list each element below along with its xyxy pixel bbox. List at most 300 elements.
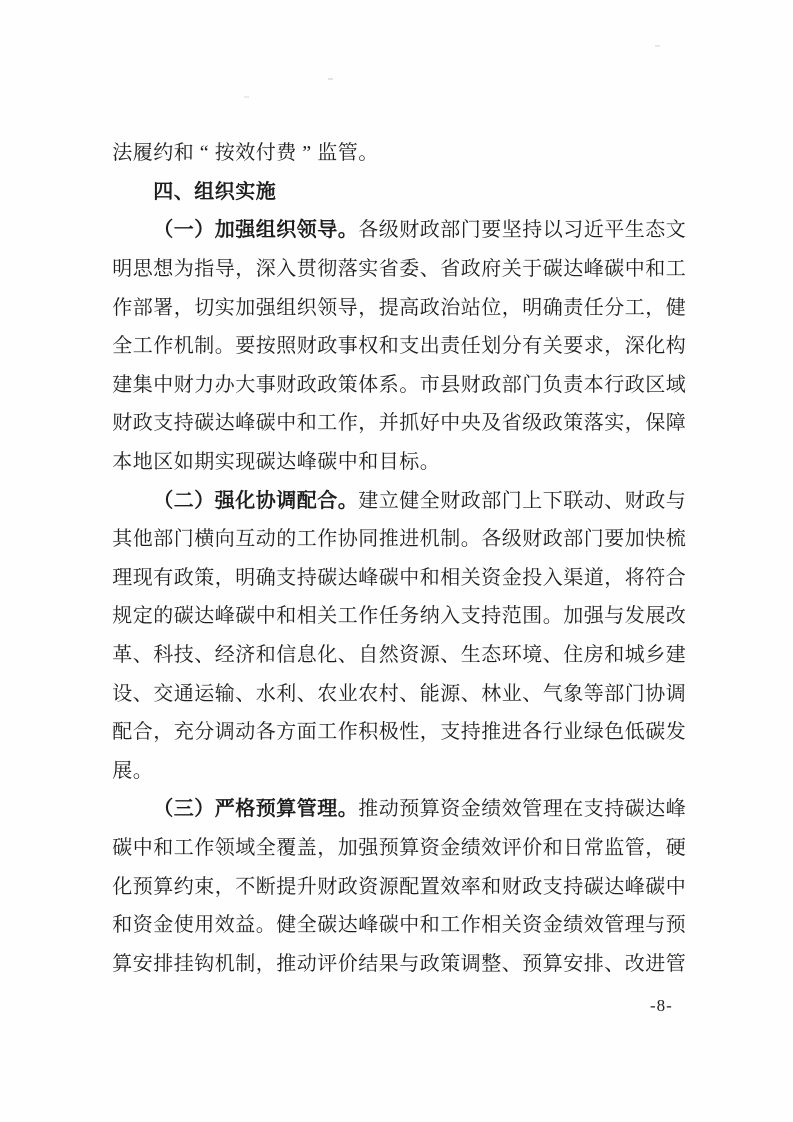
- text-char: 改: [624, 952, 645, 975]
- text-char: 。: [460, 528, 481, 551]
- text-char: 碳: [112, 836, 133, 859]
- text-char: 向: [214, 528, 235, 551]
- text-char: 系: [378, 373, 399, 396]
- text-char: 任: [583, 296, 604, 319]
- text-char: 持: [173, 412, 194, 435]
- text-char: 果: [378, 952, 399, 975]
- text-char: 预: [522, 952, 543, 975]
- text-char: 深: [624, 335, 645, 358]
- text-char: 分: [604, 296, 625, 319]
- text-char: （: [153, 798, 174, 821]
- text-char: “: [199, 142, 209, 165]
- text-line: [112, 211, 686, 250]
- text-char: 支: [276, 566, 297, 589]
- text-char: 领: [317, 296, 338, 319]
- text-char: 理: [624, 914, 645, 937]
- text-char: 级: [378, 219, 399, 242]
- text-char: 关: [317, 605, 338, 628]
- text-char: 中: [337, 451, 358, 474]
- text-char: 和: [255, 644, 276, 667]
- text-char: 相: [440, 566, 461, 589]
- text-char: 实: [235, 180, 256, 203]
- text-char: 化: [645, 335, 666, 358]
- text-char: 配: [296, 489, 317, 512]
- text-char: 达: [337, 566, 358, 589]
- text-char: ”: [302, 142, 312, 165]
- text-char: 本: [112, 451, 133, 474]
- text-char: 乡: [645, 644, 666, 667]
- text-char: 级: [522, 412, 543, 435]
- text-char: 算: [153, 875, 174, 898]
- text-char: ，: [214, 875, 235, 898]
- text-char: 实: [604, 412, 625, 435]
- text-char: 技: [173, 644, 194, 667]
- text-char: 贯: [296, 258, 317, 281]
- text-char: 自: [358, 644, 379, 667]
- text-char: 协: [255, 489, 276, 512]
- text-char: 预: [399, 798, 420, 821]
- text-char: 发: [624, 605, 645, 628]
- text-char: 彻: [317, 258, 338, 281]
- text-char: 织: [276, 219, 297, 242]
- text-char: 的: [276, 528, 297, 551]
- text-char: 实: [214, 451, 235, 474]
- text-char: 改: [665, 605, 686, 628]
- text-char: 面: [296, 721, 317, 744]
- text-char: 政: [419, 952, 440, 975]
- text-line: [112, 134, 686, 173]
- text-char: 任: [378, 605, 399, 628]
- text-char: 息: [296, 644, 317, 667]
- text-char: 指: [194, 258, 215, 281]
- text-char: 政: [173, 566, 194, 589]
- text-char: 障: [665, 412, 686, 435]
- text-char: 习: [563, 219, 584, 242]
- text-char: 机: [419, 528, 440, 551]
- text-char: 协: [645, 682, 666, 705]
- text-char: ，: [173, 296, 194, 319]
- text-char: 上: [522, 489, 543, 512]
- text-char: 政: [460, 258, 481, 281]
- text-char: 进: [501, 721, 522, 744]
- text-char: 事: [337, 335, 358, 358]
- text-char: 达: [337, 914, 358, 937]
- text-char: 进: [645, 952, 666, 975]
- text-char: 持: [460, 721, 481, 744]
- text-char: 财: [173, 373, 194, 396]
- text-char: 力: [194, 373, 215, 396]
- text-char: ，: [419, 721, 440, 744]
- text-char: 运: [194, 682, 215, 705]
- text-line: [112, 443, 686, 482]
- text-char: 态: [645, 219, 666, 242]
- text-char: 政: [645, 489, 666, 512]
- text-char: 梳: [665, 528, 686, 551]
- text-char: 合: [665, 566, 686, 589]
- text-char: 碳: [235, 605, 256, 628]
- text-char: 站: [460, 296, 481, 319]
- text-char: 健: [276, 914, 297, 937]
- text-char: 域: [235, 836, 256, 859]
- text-char: ，: [604, 566, 625, 589]
- text-char: 策: [440, 952, 461, 975]
- text-char: 推: [481, 721, 502, 744]
- text-char: 支: [399, 335, 420, 358]
- text-char: 达: [604, 875, 625, 898]
- text-char: 理: [317, 798, 338, 821]
- page-number: -8-: [650, 996, 673, 1015]
- text-char: 体: [358, 373, 379, 396]
- text-char: 事: [255, 373, 276, 396]
- text-char: 中: [624, 258, 645, 281]
- text-char: 理: [542, 798, 563, 821]
- text-char: 集: [132, 373, 153, 396]
- text-char: 峰: [358, 914, 379, 937]
- text-char: 现: [132, 566, 153, 589]
- text-char: 作: [358, 605, 379, 628]
- text-char: 财: [501, 875, 522, 898]
- text-char: 加: [337, 836, 358, 859]
- text-char: 近: [583, 219, 604, 242]
- text-char: 支: [460, 605, 481, 628]
- text-char: ，: [358, 412, 379, 435]
- text-char: 资: [440, 798, 461, 821]
- text-char: 金: [153, 914, 174, 937]
- text-char: 组: [255, 219, 276, 242]
- text-char: 效: [501, 798, 522, 821]
- text-char: 发: [665, 721, 686, 744]
- text-char: 算: [542, 952, 563, 975]
- text-char: 工: [337, 605, 358, 628]
- text-char: 算: [419, 798, 440, 821]
- text-char: 域: [665, 373, 686, 396]
- text-char: 预: [132, 875, 153, 898]
- text-char: 要: [235, 335, 256, 358]
- text-char: 互: [235, 528, 256, 551]
- text-char: 和: [645, 258, 666, 281]
- text-char: 机: [173, 335, 194, 358]
- text-char: 全: [255, 836, 276, 859]
- text-char: 资: [132, 914, 153, 937]
- text-char: 调: [214, 721, 235, 744]
- text-char: ，: [214, 566, 235, 589]
- text-char: 和: [542, 836, 563, 859]
- text-char: 约: [173, 875, 194, 898]
- text-char: 持: [296, 566, 317, 589]
- text-char: 关: [460, 566, 481, 589]
- text-char: 提: [378, 296, 399, 319]
- text-line: [112, 173, 686, 212]
- text-char: ，: [358, 296, 379, 319]
- text-char: 将: [624, 566, 645, 589]
- text-char: 保: [645, 412, 666, 435]
- text-char: 建: [358, 489, 379, 512]
- text-char: ，: [255, 952, 276, 975]
- text-char: 门: [583, 528, 604, 551]
- text-char: 加: [563, 605, 584, 628]
- text-char: 相: [296, 605, 317, 628]
- text-char: 管: [337, 142, 358, 165]
- text-char: 策: [337, 373, 358, 396]
- text-char: 利: [276, 682, 297, 705]
- text-char: 及: [481, 412, 502, 435]
- text-char: 业: [337, 682, 358, 705]
- text-char: 经: [214, 644, 235, 667]
- text-char: 安: [563, 952, 584, 975]
- text-char: 坚: [501, 219, 522, 242]
- text-char: 覆: [276, 836, 297, 859]
- text-char: 达: [645, 798, 666, 821]
- text-char: 动: [255, 528, 276, 551]
- text-char: 织: [296, 296, 317, 319]
- text-char: ，: [624, 412, 645, 435]
- text-char: 支: [583, 798, 604, 821]
- text-char: 建: [112, 373, 133, 396]
- text-char: 门: [501, 489, 522, 512]
- text-line: [112, 597, 686, 636]
- text-char: 和: [419, 914, 440, 937]
- text-char: 工: [132, 335, 153, 358]
- text-char: 政: [317, 335, 338, 358]
- text-char: 合: [317, 489, 338, 512]
- text-char: 划: [481, 335, 502, 358]
- text-char: 定: [132, 605, 153, 628]
- text-char: 严: [214, 798, 235, 821]
- text-char: 展: [645, 605, 666, 628]
- text-char: 峰: [358, 566, 379, 589]
- text-char: 水: [255, 682, 276, 705]
- text-char: 住: [563, 644, 584, 667]
- text-char: 林: [481, 682, 502, 705]
- text-char: 实: [214, 296, 235, 319]
- text-char: 省: [378, 258, 399, 281]
- text-char: ，: [317, 836, 338, 859]
- text-char: 快: [645, 528, 666, 551]
- text-char: 、: [542, 644, 563, 667]
- text-char: 交: [153, 682, 174, 705]
- text-line: [112, 327, 686, 366]
- text-char: 各: [255, 721, 276, 744]
- text-char: 绩: [481, 798, 502, 821]
- text-char: 峰: [214, 605, 235, 628]
- text-char: 深: [255, 258, 276, 281]
- text-line: [112, 674, 686, 713]
- text-char: 道: [583, 566, 604, 589]
- text-char: 按: [214, 142, 235, 165]
- text-char: 协: [337, 528, 358, 551]
- text-char: 、: [522, 682, 543, 705]
- text-char: 机: [214, 952, 235, 975]
- text-char: 好: [419, 412, 440, 435]
- text-char: 济: [235, 644, 256, 667]
- text-line: [112, 520, 686, 559]
- text-char: 推: [276, 952, 297, 975]
- text-char: 织: [214, 180, 235, 203]
- text-char: 平: [604, 219, 625, 242]
- text-char: 的: [153, 605, 174, 628]
- text-char: 作: [337, 412, 358, 435]
- text-char: 效: [481, 836, 502, 859]
- text-char: 各: [481, 528, 502, 551]
- text-char: 门: [624, 682, 645, 705]
- text-char: 碳: [645, 721, 666, 744]
- text-char: （: [153, 489, 174, 512]
- text-char: 积: [358, 721, 379, 744]
- text-char: 不: [235, 875, 256, 898]
- text-char: 效: [214, 914, 235, 937]
- text-char: 有: [522, 335, 543, 358]
- text-char: 规: [112, 605, 133, 628]
- text-char: 加: [624, 528, 645, 551]
- text-char: 全: [112, 335, 133, 358]
- text-char: 持: [604, 798, 625, 821]
- text-char: 政: [460, 489, 481, 512]
- text-char: 。: [419, 451, 440, 474]
- text-char: 各: [358, 219, 379, 242]
- text-char: 部: [153, 528, 174, 551]
- text-char: 区: [645, 373, 666, 396]
- text-line: [112, 713, 686, 752]
- text-char: 施: [255, 180, 276, 203]
- text-char: 范: [501, 605, 522, 628]
- text-char: 思: [132, 258, 153, 281]
- text-char: 。: [337, 489, 358, 512]
- text-char: 关: [501, 914, 522, 937]
- text-char: 行: [604, 373, 625, 396]
- text-char: 绩: [460, 836, 481, 859]
- text-char: 达: [214, 412, 235, 435]
- text-char: 务: [399, 605, 420, 628]
- text-char: 分: [194, 721, 215, 744]
- text-char: 和: [173, 142, 194, 165]
- text-char: 合: [132, 721, 153, 744]
- text-char: 部: [563, 528, 584, 551]
- text-char: 关: [542, 335, 563, 358]
- text-char: 明: [235, 566, 256, 589]
- text-char: 和: [276, 605, 297, 628]
- text-char: 付: [255, 142, 276, 165]
- text-char: 强: [583, 605, 604, 628]
- text-char: 明: [522, 296, 543, 319]
- text-char: 管: [604, 914, 625, 937]
- text-char: 全: [419, 489, 440, 512]
- text-char: 束: [194, 875, 215, 898]
- text-char: 与: [645, 914, 666, 937]
- text-char: 本: [583, 373, 604, 396]
- text-char: 落: [337, 258, 358, 281]
- text-char: 展: [112, 759, 133, 782]
- text-char: 、: [604, 489, 625, 512]
- text-char: 行: [542, 721, 563, 744]
- text-char: 强: [214, 489, 235, 512]
- text-char: 绩: [563, 914, 584, 937]
- text-char: 化: [235, 489, 256, 512]
- text-char: 财: [440, 489, 461, 512]
- text-char: 中: [132, 836, 153, 859]
- text-char: 如: [173, 451, 194, 474]
- text-char: 管: [522, 798, 543, 821]
- text-char: 金: [542, 914, 563, 937]
- text-char: 碳: [583, 875, 604, 898]
- text-char: 治: [440, 296, 461, 319]
- text-char: 工: [317, 412, 338, 435]
- text-char: 率: [460, 875, 481, 898]
- text-char: 明: [112, 258, 133, 281]
- text-char: 一: [173, 219, 194, 242]
- text-char: 有: [153, 566, 174, 589]
- text-line: [112, 752, 686, 791]
- text-char: 切: [194, 296, 215, 319]
- text-char: 财: [296, 335, 317, 358]
- text-char: 提: [276, 875, 297, 898]
- text-char: 中: [153, 373, 174, 396]
- text-char: 导: [317, 219, 338, 242]
- text-char: 和: [296, 412, 317, 435]
- text-char: 。: [358, 142, 379, 165]
- text-char: 和: [112, 914, 133, 937]
- text-char: 作: [460, 914, 481, 937]
- text-char: 碳: [378, 566, 399, 589]
- text-char: 动: [235, 721, 256, 744]
- text-char: 作: [153, 335, 174, 358]
- text-char: 用: [194, 914, 215, 937]
- text-char: 村: [378, 682, 399, 705]
- text-char: 实: [358, 258, 379, 281]
- text-char: 照: [276, 335, 297, 358]
- text-char: 中: [255, 605, 276, 628]
- text-char: 。: [214, 335, 235, 358]
- text-char: 政: [542, 412, 563, 435]
- text-line: [112, 867, 686, 906]
- text-char: 现: [235, 451, 256, 474]
- text-char: 中: [276, 412, 297, 435]
- text-char: 配: [399, 875, 420, 898]
- text-char: 、: [604, 952, 625, 975]
- text-char: 期: [194, 451, 215, 474]
- text-char: ）: [194, 219, 215, 242]
- text-char: 要: [604, 528, 625, 551]
- text-char: 中: [440, 412, 461, 435]
- text-char: 升: [296, 875, 317, 898]
- text-char: 求: [583, 335, 604, 358]
- text-char: 业: [563, 721, 584, 744]
- text-char: 评: [317, 952, 338, 975]
- text-char: 输: [214, 682, 235, 705]
- text-line: [112, 366, 686, 405]
- text-char: 按: [255, 335, 276, 358]
- text-char: 央: [460, 412, 481, 435]
- text-char: 强: [358, 836, 379, 859]
- text-char: 源: [440, 682, 461, 705]
- text-char: 组: [276, 296, 297, 319]
- text-char: 以: [542, 219, 563, 242]
- text-char: 目: [378, 451, 399, 474]
- text-char: 作: [194, 836, 215, 859]
- text-char: 他: [132, 528, 153, 551]
- text-char: 中: [399, 914, 420, 937]
- text-char: 信: [276, 644, 297, 667]
- text-char: 门: [173, 528, 194, 551]
- text-char: 监: [317, 142, 338, 165]
- text-char: 碳: [255, 451, 276, 474]
- text-char: 调: [665, 682, 686, 705]
- text-char: 二: [173, 489, 194, 512]
- text-line: [112, 906, 686, 945]
- text-char: 下: [542, 489, 563, 512]
- text-char: 预: [255, 798, 276, 821]
- text-char: ，: [153, 721, 174, 744]
- text-char: 挂: [173, 952, 194, 975]
